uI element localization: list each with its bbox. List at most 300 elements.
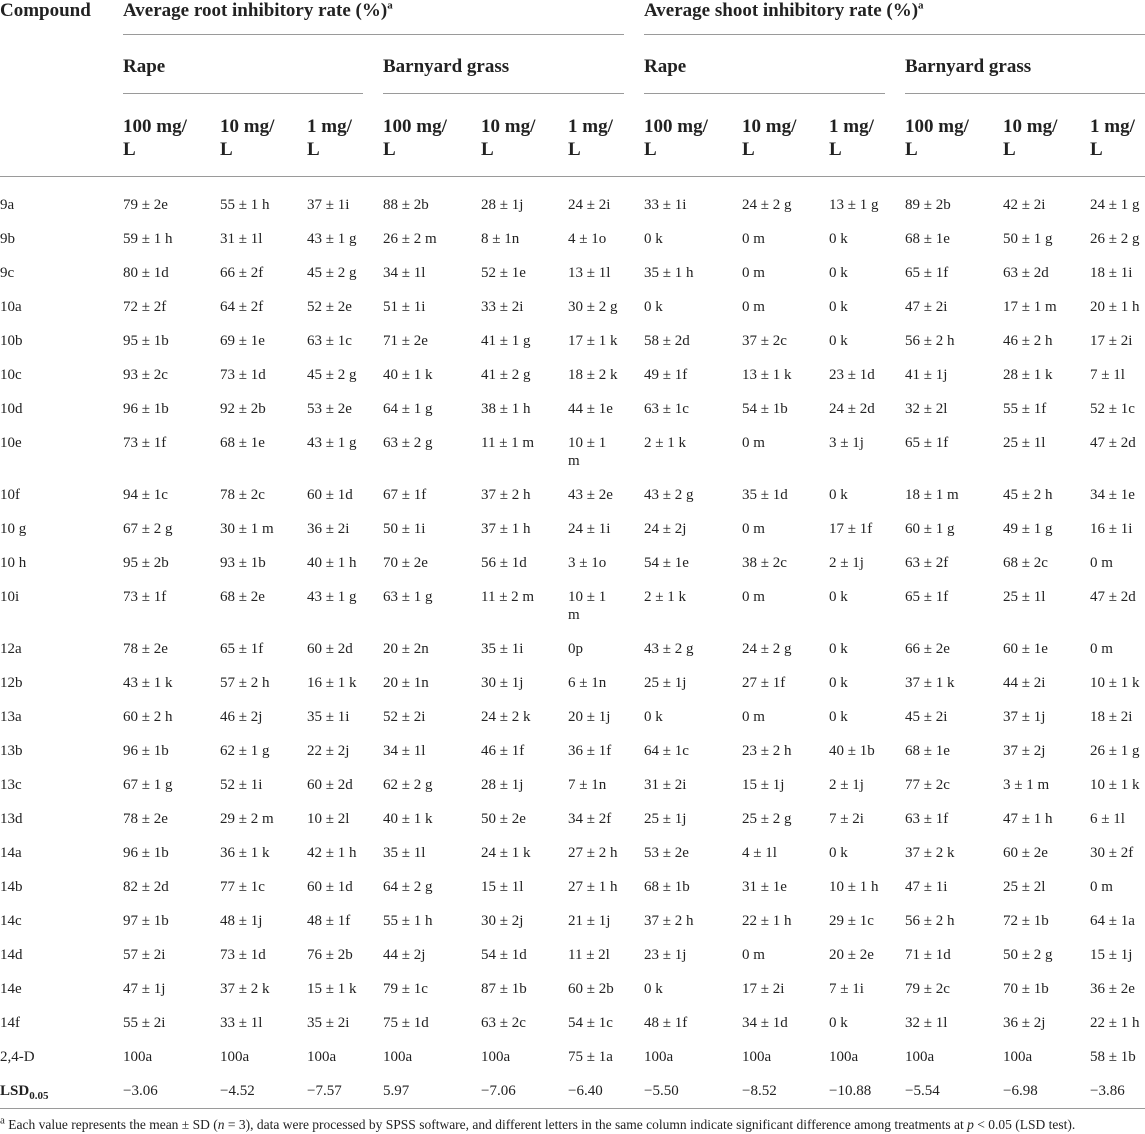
rate-cell: 13 ± 1 g: [829, 196, 879, 213]
rate-cell: 27 ± 2 h: [568, 844, 618, 861]
rate-cell: 60 ± 1d: [307, 878, 353, 895]
concentration-value: 10 mg/: [742, 116, 797, 137]
compound-cell: 12a: [0, 640, 22, 657]
rate-cell: 68 ± 1e: [905, 742, 950, 759]
concentration-header: [644, 94, 742, 176]
compound-header-spacer-2: [0, 94, 123, 176]
table-row: [0, 726, 1145, 760]
footnote-text-2: = 3), data were processed by SPSS software, and different letters in the same column indicate significant difference among treatments at: [224, 1116, 968, 1132]
concentration-unit: L: [307, 139, 320, 160]
shoot-group-footnote-mark: a: [918, 0, 924, 12]
rate-cell: 40 ± 1b: [829, 742, 875, 759]
rate-cell: 35 ± 2i: [307, 1014, 350, 1031]
rate-cell: 34 ± 1d: [742, 1014, 788, 1031]
rate-cell: 48 ± 1f: [307, 912, 351, 929]
rate-cell: 75 ± 1d: [383, 1014, 429, 1031]
rate-cell: 54 ± 1e: [644, 554, 689, 571]
rate-cell: 30 ± 1 m: [220, 520, 274, 537]
rate-cell: 45 ± 2i: [905, 708, 948, 725]
compound-cell: 14b: [0, 878, 23, 895]
table-body: [0, 176, 1145, 1108]
rate-cell: 97 ± 1b: [123, 912, 169, 929]
compound-header-spacer: [0, 36, 123, 94]
concentration-value: 1 mg/: [829, 116, 874, 137]
rate-cell: 25 ± 2 g: [742, 810, 792, 827]
lsd-value: −6.98: [1003, 1066, 1090, 1109]
rate-cell: 59 ± 1 h: [123, 230, 173, 247]
rate-cell: 43 ± 1 g: [307, 230, 357, 247]
rate-cell: 77 ± 1c: [220, 878, 265, 895]
rate-cell: 18 ± 2i: [1090, 708, 1133, 725]
concentration-header: [307, 94, 383, 176]
rate-cell: 77 ± 2c: [905, 776, 950, 793]
rate-cell: 0 k: [644, 230, 663, 247]
rate-cell: 71 ± 2e: [383, 332, 428, 349]
rate-cell: 13 ± 1 k: [742, 366, 792, 383]
compound-cell: 14d: [0, 946, 23, 963]
rate-cell: 78 ± 2e: [123, 640, 168, 657]
rate-cell: 73 ± 1f: [123, 588, 167, 605]
rate-cell: 50 ± 2 g: [1003, 946, 1053, 963]
rate-cell: 18 ± 2 k: [568, 366, 618, 383]
rate-cell: 7 ± 1l: [1090, 366, 1125, 383]
table-row: [0, 504, 1145, 538]
rate-cell: 31 ± 1l: [220, 230, 263, 247]
rate-cell: 63 ± 2c: [481, 1014, 526, 1031]
rate-cell: 44 ± 2j: [383, 946, 426, 963]
rate-cell: 26 ± 1 g: [1090, 742, 1140, 759]
rate-cell: 73 ± 1f: [123, 434, 167, 451]
lsd-value: −3.06: [123, 1066, 220, 1109]
rate-cell: 20 ± 2e: [829, 946, 874, 963]
rate-cell: 42 ± 2i: [1003, 196, 1046, 213]
table-row: [0, 470, 1145, 504]
compound-cell: 2,4-D: [0, 1048, 35, 1065]
rate-cell: 28 ± 1 k: [1003, 366, 1053, 383]
rate-cell: 38 ± 1 h: [481, 400, 531, 417]
rate-cell: 0 k: [829, 674, 848, 691]
rate-cell: 27 ± 1f: [742, 674, 786, 691]
rate-cell: 37 ± 2c: [742, 332, 787, 349]
rate-cell: 0 m: [742, 230, 765, 247]
compound-cell: 9c: [0, 264, 15, 281]
rate-cell: 0 k: [829, 708, 848, 725]
footnote-p: p: [967, 1116, 974, 1132]
rate-cell: 63 ± 2f: [905, 554, 949, 571]
rate-cell: 0 k: [829, 640, 848, 657]
compound-cell: 13a: [0, 708, 22, 725]
rate-cell: 4 ± 1l: [742, 844, 777, 861]
rate-cell: 64 ± 1a: [1090, 912, 1135, 929]
table-row: [0, 248, 1145, 282]
rate-cell: 94 ± 1c: [123, 486, 168, 503]
rate-cell: 67 ± 1f: [383, 486, 427, 503]
rate-cell: 34 ± 1e: [1090, 486, 1135, 503]
compound-cell: 13d: [0, 810, 23, 827]
rate-cell: 24 ± 2 g: [742, 196, 792, 213]
concentration-unit: L: [123, 139, 136, 160]
concentration-header: [905, 94, 1003, 176]
rate-cell: 68 ± 1b: [644, 878, 690, 895]
rate-cell: 22 ± 2j: [307, 742, 350, 759]
compound-cell: 12b: [0, 674, 23, 691]
rate-cell: 10 ± 1 k: [1090, 674, 1140, 691]
rate-cell: 13 ± 1l: [568, 264, 611, 281]
rate-cell: 20 ± 1n: [383, 674, 429, 691]
root-group-footnote-mark: a: [387, 0, 393, 12]
rate-cell: 30 ± 2 g: [568, 298, 618, 315]
concentration-value: 10 mg/: [1003, 116, 1058, 137]
rate-cell: 70 ± 2e: [383, 554, 428, 571]
rate-cell: 33 ± 1l: [220, 1014, 263, 1031]
rate-cell: 75 ± 1a: [568, 1048, 613, 1065]
rate-cell: 32 ± 2l: [905, 400, 948, 417]
rate-cell: 29 ± 1c: [829, 912, 874, 929]
compound-cell: 10d: [0, 400, 23, 417]
rate-cell: 54 ± 1b: [742, 400, 788, 417]
rate-cell: 49 ± 1f: [644, 366, 688, 383]
rate-cell: 65 ± 1f: [905, 588, 949, 605]
rate-cell: 20 ± 1 h: [1090, 298, 1140, 315]
rate-cell: 28 ± 1j: [481, 776, 524, 793]
compound-cell: 14c: [0, 912, 22, 929]
rate-cell: 0p: [568, 640, 583, 657]
rate-cell: 65 ± 1f: [905, 434, 949, 451]
rate-cell: 66 ± 2e: [905, 640, 950, 657]
rate-cell: 96 ± 1b: [123, 400, 169, 417]
rate-cell: 60 ± 1e: [1003, 640, 1048, 657]
rate-cell: 7 ± 1n: [568, 776, 607, 793]
rate-cell: 46 ± 1f: [481, 742, 525, 759]
rate-cell: 47 ± 2i: [905, 298, 948, 315]
rate-cell: 36 ± 2j: [1003, 1014, 1046, 1031]
rate-cell: 52 ± 2i: [383, 708, 426, 725]
lsd-label: [0, 1066, 123, 1109]
compound-cell: 10 g: [0, 520, 27, 537]
table-row: [0, 1032, 1145, 1066]
rate-cell: 69 ± 1e: [220, 332, 265, 349]
rate-cell: 49 ± 1 g: [1003, 520, 1053, 537]
rate-cell: 60 ± 2e: [1003, 844, 1048, 861]
rate-cell: 64 ± 2 g: [383, 878, 433, 895]
rate-cell: 31 ± 2i: [644, 776, 687, 793]
rate-cell: 0 k: [829, 588, 848, 605]
rate-cell: 4 ± 1o: [568, 230, 607, 247]
rate-cell: 25 ± 1l: [1003, 434, 1046, 451]
rate-cell: 26 ± 2 m: [383, 230, 437, 247]
rate-cell: 67 ± 2 g: [123, 520, 173, 537]
compound-cell: 13b: [0, 742, 23, 759]
lsd-value: −7.06: [481, 1066, 568, 1109]
rate-cell: 60 ± 1 g: [905, 520, 955, 537]
rate-cell: 72 ± 1b: [1003, 912, 1049, 929]
rate-cell: 20 ± 2n: [383, 640, 429, 657]
rate-cell: 60 ± 2d: [307, 776, 353, 793]
concentration-value: 100 mg/: [383, 116, 447, 137]
concentration-value: 100 mg/: [123, 116, 187, 137]
rate-cell: 56 ± 2 h: [905, 332, 955, 349]
rate-cell: 0 m: [742, 588, 765, 605]
rate-cell: 17 ± 1 k: [568, 332, 618, 349]
rate-cell: 41 ± 1 g: [481, 332, 531, 349]
rate-cell: 95 ± 1b: [123, 332, 169, 349]
rate-cell: 60 ± 1d: [307, 486, 353, 503]
rate-cell: 30 ± 1j: [481, 674, 524, 691]
rate-cell: 10 ± 1 m: [568, 434, 607, 469]
rate-cell: 17 ± 2i: [1090, 332, 1133, 349]
rate-cell: 10 ± 2l: [307, 810, 350, 827]
rate-cell: 25 ± 1j: [644, 810, 687, 827]
rate-cell: 21 ± 1j: [568, 912, 611, 929]
table-row: [0, 998, 1145, 1032]
rate-cell: 2 ± 1 k: [644, 434, 686, 451]
rate-cell: 11 ± 2l: [568, 946, 610, 963]
rate-cell: 25 ± 2l: [1003, 878, 1046, 895]
concentration-value: 10 mg/: [220, 116, 275, 137]
rate-cell: 56 ± 1d: [481, 554, 527, 571]
rate-cell: 87 ± 1b: [481, 980, 527, 997]
compound-header: Compound: [0, 0, 91, 21]
rate-cell: 73 ± 1d: [220, 946, 266, 963]
table-row: [0, 350, 1145, 384]
rate-cell: 45 ± 2 g: [307, 264, 357, 281]
rate-cell: 50 ± 1 g: [1003, 230, 1053, 247]
rate-cell: 43 ± 1 g: [307, 588, 357, 605]
rate-cell: 55 ± 2i: [123, 1014, 166, 1031]
rate-cell: 100a: [644, 1048, 674, 1065]
concentration-header: [829, 94, 905, 176]
rate-cell: 93 ± 2c: [123, 366, 168, 383]
rate-cell: 22 ± 1 h: [742, 912, 792, 929]
rate-cell: 47 ± 2d: [1090, 588, 1136, 605]
root-rape-header: Rape: [123, 36, 383, 94]
rate-cell: 44 ± 1e: [568, 400, 613, 417]
concentration-unit: L: [220, 139, 233, 160]
rate-cell: 0 k: [829, 298, 848, 315]
rate-cell: 0 m: [742, 264, 765, 281]
rate-cell: 40 ± 1 h: [307, 554, 357, 571]
rate-cell: 57 ± 2 h: [220, 674, 270, 691]
rate-cell: 100a: [383, 1048, 413, 1065]
rate-cell: 36 ± 1f: [568, 742, 612, 759]
footnote-text-1: Each value represents the mean ± SD (: [4, 1116, 218, 1132]
table-row: [0, 794, 1145, 828]
concentration-value: 1 mg/: [307, 116, 352, 137]
rate-cell: 52 ± 1e: [481, 264, 526, 281]
concentration-header: [1090, 94, 1145, 176]
rate-cell: 100a: [220, 1048, 250, 1065]
rate-cell: 10 ± 1 m: [568, 588, 607, 623]
table-row: [0, 572, 1145, 624]
rate-cell: 48 ± 1f: [644, 1014, 688, 1031]
rate-cell: 89 ± 2b: [905, 196, 951, 213]
rate-cell: 25 ± 1l: [1003, 588, 1046, 605]
rate-cell: 93 ± 1b: [220, 554, 266, 571]
concentration-header: [481, 94, 568, 176]
rate-cell: 66 ± 2f: [220, 264, 264, 281]
rate-cell: 41 ± 1j: [905, 366, 948, 383]
lsd-value: 5.97: [383, 1066, 481, 1109]
rate-cell: 15 ± 1j: [1090, 946, 1133, 963]
rate-cell: 42 ± 1 h: [307, 844, 357, 861]
rate-cell: 24 ± 1 k: [481, 844, 531, 861]
rate-cell: 37 ± 2 h: [481, 486, 531, 503]
concentration-unit: L: [1090, 139, 1103, 160]
shoot-group-header: [644, 0, 1145, 36]
rate-cell: 37 ± 1 k: [905, 674, 955, 691]
rate-cell: 96 ± 1b: [123, 844, 169, 861]
rate-cell: 62 ± 1 g: [220, 742, 270, 759]
rate-cell: 18 ± 1 m: [905, 486, 959, 503]
rate-cell: 15 ± 1l: [481, 878, 524, 895]
rate-cell: 79 ± 2e: [123, 196, 168, 213]
lsd-row: [0, 1066, 1145, 1109]
compound-cell: 9a: [0, 196, 15, 213]
concentration-value: 1 mg/: [1090, 116, 1135, 137]
compound-cell: 14e: [0, 980, 22, 997]
rate-cell: 54 ± 1c: [568, 1014, 613, 1031]
rate-cell: 35 ± 1i: [481, 640, 524, 657]
rate-cell: 100a: [742, 1048, 772, 1065]
lsd-value: −10.88: [829, 1066, 905, 1109]
rate-cell: 45 ± 2 h: [1003, 486, 1053, 503]
rate-cell: 36 ± 1 k: [220, 844, 270, 861]
rate-cell: 30 ± 2j: [481, 912, 524, 929]
concentration-unit: L: [481, 139, 494, 160]
table-row: [0, 176, 1145, 214]
root-group-label: Average root inhibitory rate (%): [123, 0, 388, 21]
rate-cell: 35 ± 1i: [307, 708, 350, 725]
rate-cell: 0 k: [829, 486, 848, 503]
table-row: [0, 964, 1145, 998]
rate-cell: 2 ± 1j: [829, 776, 864, 793]
rate-cell: 88 ± 2b: [383, 196, 429, 213]
compound-cell: 10 h: [0, 554, 27, 571]
rate-cell: 100a: [905, 1048, 935, 1065]
lsd-value: −3.86: [1090, 1066, 1145, 1109]
rate-cell: 0 m: [742, 946, 765, 963]
rate-cell: 24 ± 2d: [829, 400, 875, 417]
lsd-value: −7.57: [307, 1066, 383, 1109]
concentration-header: [568, 94, 644, 176]
rate-cell: 73 ± 1d: [220, 366, 266, 383]
rate-cell: 67 ± 1 g: [123, 776, 173, 793]
rate-cell: 23 ± 2 h: [742, 742, 792, 759]
table-row: [0, 862, 1145, 896]
rate-cell: 34 ± 2f: [568, 810, 612, 827]
rate-cell: 100a: [1003, 1048, 1033, 1065]
rate-cell: 82 ± 2d: [123, 878, 169, 895]
rate-cell: 15 ± 1 k: [307, 980, 357, 997]
compound-cell: 14f: [0, 1014, 20, 1031]
rate-cell: 3 ± 1 m: [1003, 776, 1050, 793]
rate-cell: 60 ± 2d: [307, 640, 353, 657]
table-row: [0, 828, 1145, 862]
rate-cell: 43 ± 2 g: [644, 486, 694, 503]
table-row: [0, 538, 1145, 572]
lsd-value: −4.52: [220, 1066, 307, 1109]
table-row: [0, 896, 1145, 930]
rate-cell: 0 k: [829, 264, 848, 281]
rate-cell: 29 ± 2 m: [220, 810, 274, 827]
footnote-text-3: < 0.05 (LSD test).: [973, 1116, 1076, 1132]
rate-cell: 0 k: [644, 298, 663, 315]
rate-cell: 3 ± 1o: [568, 554, 607, 571]
rate-cell: 0 m: [742, 520, 765, 537]
rate-cell: 43 ± 1 g: [307, 434, 357, 451]
rate-cell: 54 ± 1d: [481, 946, 527, 963]
rate-cell: 26 ± 2 g: [1090, 230, 1140, 247]
rate-cell: 0 m: [742, 708, 765, 725]
rate-cell: 40 ± 1 k: [383, 810, 433, 827]
rate-cell: 65 ± 1f: [220, 640, 264, 657]
compound-cell: 10i: [0, 588, 20, 605]
rate-cell: 27 ± 1 h: [568, 878, 618, 895]
rate-cell: 79 ± 2c: [905, 980, 950, 997]
concentration-header: [220, 94, 307, 176]
table-row: [0, 760, 1145, 794]
rate-cell: 24 ± 1i: [568, 520, 611, 537]
rate-cell: 60 ± 2b: [568, 980, 614, 997]
rate-cell: 64 ± 1c: [644, 742, 689, 759]
rate-cell: 0 m: [1090, 640, 1113, 657]
rate-cell: 0 m: [742, 298, 765, 315]
rate-cell: 15 ± 1j: [742, 776, 785, 793]
concentration-unit: L: [383, 139, 396, 160]
rate-cell: 0 k: [644, 708, 663, 725]
rate-cell: 76 ± 2b: [307, 946, 353, 963]
rate-cell: 46 ± 2 h: [1003, 332, 1053, 349]
rate-cell: 50 ± 1i: [383, 520, 426, 537]
rate-cell: 63 ± 1c: [644, 400, 689, 417]
rate-cell: 63 ± 1 g: [383, 588, 433, 605]
rate-cell: 28 ± 1j: [481, 196, 524, 213]
rate-cell: 36 ± 2e: [1090, 980, 1135, 997]
rate-cell: 51 ± 1i: [383, 298, 426, 315]
compound-cell: 14a: [0, 844, 22, 861]
rate-cell: 48 ± 1j: [220, 912, 263, 929]
concentration-unit: L: [644, 139, 657, 160]
rate-cell: 44 ± 2i: [1003, 674, 1046, 691]
rate-cell: 47 ± 1 h: [1003, 810, 1053, 827]
rate-cell: 62 ± 2 g: [383, 776, 433, 793]
rate-cell: 23 ± 1d: [829, 366, 875, 383]
rate-cell: 68 ± 2c: [1003, 554, 1048, 571]
rate-cell: 38 ± 2c: [742, 554, 787, 571]
root-barnyard-header: Barnyard grass: [383, 36, 644, 94]
rate-cell: 24 ± 2 k: [481, 708, 531, 725]
rate-cell: 56 ± 2 h: [905, 912, 955, 929]
rate-cell: 100a: [123, 1048, 153, 1065]
concentration-header: [383, 94, 481, 176]
rate-cell: 10 ± 1 k: [1090, 776, 1140, 793]
lsd-label-subscript: 0.05: [29, 1089, 49, 1102]
rate-cell: 2 ± 1j: [829, 554, 864, 571]
rate-cell: 17 ± 1f: [829, 520, 873, 537]
rate-cell: 17 ± 2i: [742, 980, 785, 997]
lsd-value: −6.40: [568, 1066, 644, 1109]
table-row: [0, 418, 1145, 470]
rate-cell: 63 ± 2 g: [383, 434, 433, 451]
compound-cell: 9b: [0, 230, 15, 247]
table-row: [0, 384, 1145, 418]
rate-cell: 68 ± 1e: [220, 434, 265, 451]
rate-cell: 7 ± 1i: [829, 980, 864, 997]
rate-cell: 37 ± 1 h: [481, 520, 531, 537]
rate-cell: 52 ± 2e: [307, 298, 352, 315]
rate-cell: 0 m: [742, 434, 765, 451]
concentration-header: [742, 94, 829, 176]
